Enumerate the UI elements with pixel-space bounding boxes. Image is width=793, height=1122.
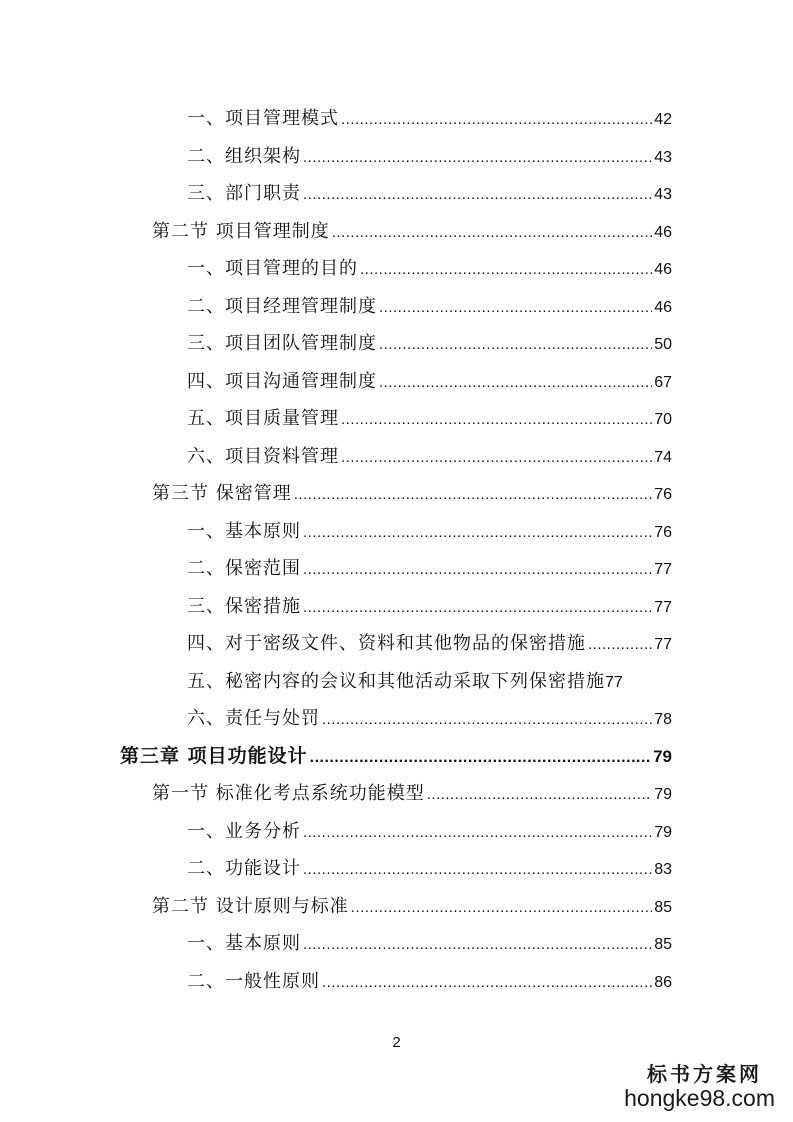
toc-entry-page: 76 xyxy=(654,486,672,503)
toc-entry-title: 三、项目团队管理制度 xyxy=(187,333,377,354)
toc-entry-title: 第三章 项目功能设计 xyxy=(120,744,308,767)
toc-leader-dots xyxy=(341,101,652,138)
toc-entry-page: 79 xyxy=(654,823,672,841)
toc-entry-title: 二、保密范围 xyxy=(187,558,301,579)
toc-leader-dots xyxy=(303,851,652,888)
toc-leader-dots xyxy=(303,176,652,213)
toc-entry-title: 第二节 设计原则与标准 xyxy=(152,895,349,917)
toc-entry-title: 二、功能设计 xyxy=(187,858,301,879)
toc-entry-title: 一、项目管理模式 xyxy=(187,108,339,129)
toc-entry[interactable] xyxy=(187,250,672,287)
toc-entry-page: 86 xyxy=(654,973,672,991)
toc-leader-dots xyxy=(303,551,652,588)
toc-leader-dots xyxy=(303,926,652,963)
toc-entry-page: 42 xyxy=(654,111,672,128)
toc-leader-dots xyxy=(303,589,652,626)
toc-entry-title: 一、项目管理的目的 xyxy=(187,258,358,279)
toc-entry[interactable] xyxy=(187,663,672,700)
toc-entry[interactable] xyxy=(187,925,672,962)
toc-leader-dots xyxy=(322,964,652,1001)
toc-entry-page: 76 xyxy=(654,523,672,541)
toc-entry[interactable] xyxy=(187,700,672,737)
toc-entry[interactable] xyxy=(187,288,672,325)
toc-entry-page: 67 xyxy=(654,373,672,391)
toc-entry[interactable] xyxy=(187,400,672,437)
toc-entry[interactable] xyxy=(187,850,672,887)
toc-entry-title: 二、一般性原则 xyxy=(187,970,320,992)
toc-entry-title: 第三节 保密管理 xyxy=(152,483,292,504)
page-number: 2 xyxy=(392,1034,401,1051)
toc-leader-dots xyxy=(360,251,652,288)
toc-entry[interactable] xyxy=(187,325,672,362)
toc-entry-page: 77 xyxy=(654,561,672,578)
toc-entry-title: 五、项目质量管理 xyxy=(187,408,339,429)
watermark-url: hongke98.com xyxy=(624,1085,775,1111)
toc-leader-dots xyxy=(303,514,652,551)
toc-entry-page: 77 xyxy=(605,673,623,691)
toc-entry-page: 46 xyxy=(654,261,672,278)
toc-entry-page: 83 xyxy=(654,861,672,878)
toc-entry-title: 四、项目沟通管理制度 xyxy=(187,370,377,392)
toc-leader-dots xyxy=(332,214,652,251)
toc-leader-dots xyxy=(351,889,652,926)
toc-entry-title: 第二节 项目管理制度 xyxy=(152,220,330,242)
toc-entry-page: 46 xyxy=(654,223,672,241)
toc-entry-title: 一、基本原则 xyxy=(187,520,301,542)
toc-leader-dots xyxy=(379,289,652,326)
toc-entry-page: 77 xyxy=(654,636,672,653)
toc-leader-dots xyxy=(322,701,652,738)
toc-entry-page: 70 xyxy=(654,411,672,428)
toc-entry-page: 78 xyxy=(654,711,672,728)
toc-leader-dots xyxy=(379,326,652,363)
toc-section-entry[interactable] xyxy=(152,888,672,925)
toc-leader-dots xyxy=(379,364,652,401)
toc-entry[interactable] xyxy=(187,813,672,850)
toc-entry-page: 74 xyxy=(654,448,672,466)
toc-entry[interactable] xyxy=(187,363,672,400)
toc-entry[interactable] xyxy=(187,550,672,587)
toc-entry-title: 六、项目资料管理 xyxy=(187,445,339,467)
toc-leader-dots xyxy=(303,139,652,176)
toc-entry-page: 79 xyxy=(653,746,672,766)
toc-entry-page: 79 xyxy=(654,786,672,803)
toc-entry[interactable] xyxy=(187,588,672,625)
toc-entry-title: 第一节 标准化考点系统功能模型 xyxy=(152,783,425,804)
toc-entry[interactable] xyxy=(187,138,672,175)
watermark-logo xyxy=(624,1058,775,1112)
toc-entry[interactable] xyxy=(187,100,672,137)
toc-entry-page: 43 xyxy=(654,186,672,203)
toc-chapter-entry[interactable] xyxy=(120,738,672,775)
toc-entry-title: 一、业务分析 xyxy=(187,820,301,842)
toc-leader-dots xyxy=(588,626,652,663)
toc-entry-title: 三、保密措施 xyxy=(187,595,301,617)
toc-entry-page: 46 xyxy=(654,298,672,316)
toc-entry[interactable] xyxy=(187,963,672,1000)
toc-entry-title: 三、部门职责 xyxy=(187,183,301,204)
toc-section-entry[interactable] xyxy=(152,213,672,250)
toc-entry[interactable] xyxy=(187,625,672,662)
toc-leader-dots xyxy=(341,401,652,438)
toc-entry-page: 77 xyxy=(654,598,672,616)
toc-entry[interactable] xyxy=(187,175,672,212)
toc-section-entry[interactable] xyxy=(152,475,672,512)
toc-entry[interactable] xyxy=(187,438,672,475)
toc-leader-dots xyxy=(310,739,651,776)
toc-entry-title: 二、项目经理管理制度 xyxy=(187,295,377,317)
toc-entry-title: 六、责任与处罚 xyxy=(187,708,320,729)
toc-entry-title: 二、组织架构 xyxy=(187,145,301,167)
toc-entry-page: 85 xyxy=(654,898,672,916)
toc-entry-page: 43 xyxy=(654,148,672,166)
toc-entry-title: 一、基本原则 xyxy=(187,933,301,954)
toc-leader-dots xyxy=(303,814,652,851)
toc-entry-title: 四、对于密级文件、资料和其他物品的保密措施 xyxy=(187,633,586,654)
toc-leader-dots xyxy=(294,476,652,513)
toc-leader-dots xyxy=(427,776,652,813)
toc-section-entry[interactable] xyxy=(152,775,672,812)
watermark-site-name: 标书方案网 xyxy=(647,1062,763,1086)
toc-entry-page: 50 xyxy=(654,336,672,353)
toc-entry[interactable] xyxy=(187,513,672,550)
toc-entry-title: 五、秘密内容的会议和其他活动采取下列保密措施 xyxy=(187,670,605,692)
toc-entry-page: 85 xyxy=(654,936,672,953)
toc-leader-dots xyxy=(341,439,652,476)
